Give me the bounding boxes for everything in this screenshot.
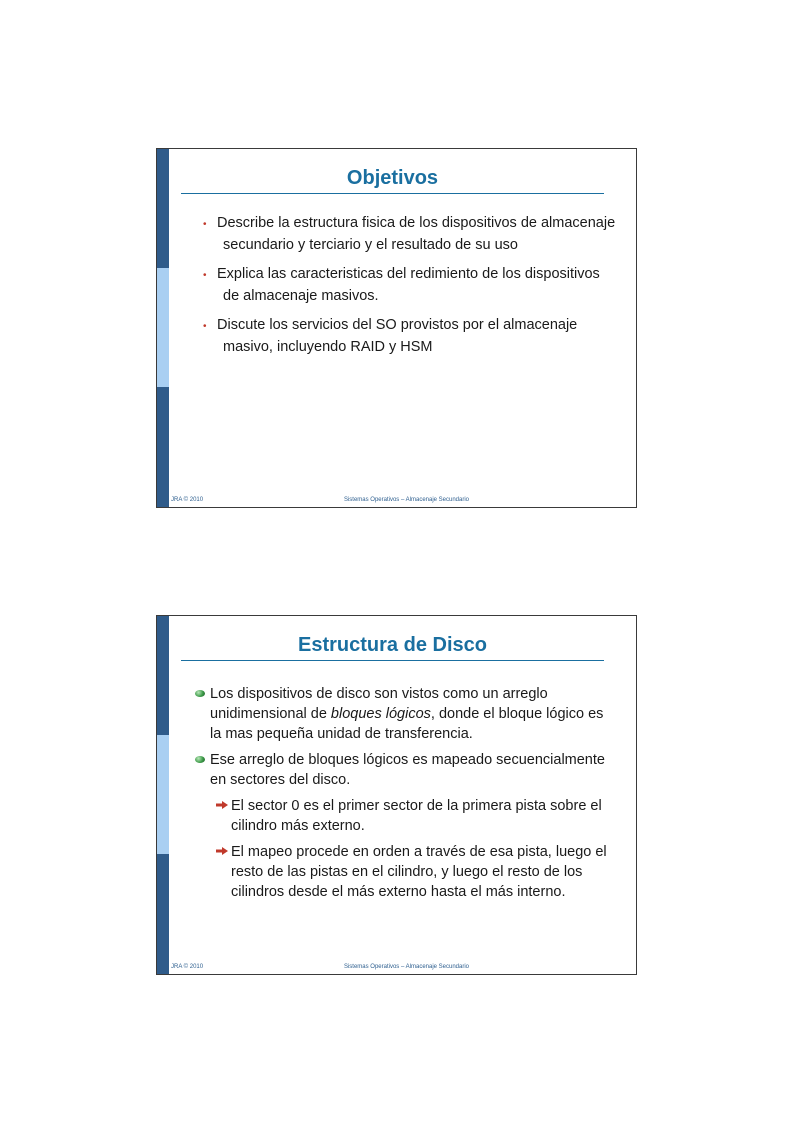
side-stripe	[157, 616, 169, 974]
list-item: • Discute los servicios del SO provistos por el almacenaje masivo, incluyendo RAID y HSM	[203, 317, 578, 355]
list-item: • Describe la estructura fisica de los dispositivos de almacenaje secundario y terciario y el resultado de su uso	[203, 215, 616, 253]
footer-copyright: JRA © 2010	[171, 497, 204, 503]
list-item: • Explica las caracteristicas del redimiento de los dispositivos de almacenaje masivos.	[203, 266, 600, 304]
bullet-list	[195, 684, 618, 908]
red-dot-bullet-icon: •	[203, 219, 207, 230]
red-dot-bullet-icon: •	[203, 270, 207, 281]
list-item: Los dispositivos de disco son vistos como un arreglo unidimensional de bloques lógicos, donde el bloque lógico es la mas pequeña unidad de transferencia.	[195, 684, 618, 744]
slide-estructura-de-disco	[156, 615, 637, 975]
slide-title: Objetivos	[181, 163, 604, 194]
list-item: El mapeo procede en orden a través de esa pista, luego el resto de las pistas en el cilindro, y luego el resto de los cilindros desde el más externo hasta el más interno.	[210, 842, 618, 902]
bullet-list	[203, 213, 618, 366]
green-oval-bullet-icon	[195, 690, 205, 697]
red-arrow-bullet-icon	[216, 847, 228, 855]
footer-course: Sistemas Operativos – Almacenaje Secundario	[343, 497, 470, 503]
red-arrow-bullet-icon	[216, 801, 228, 809]
slide-objetivos	[156, 148, 637, 508]
green-oval-bullet-icon	[195, 756, 205, 763]
sub-bullet-list	[210, 796, 618, 902]
slide-title: Estructura de Disco	[181, 630, 604, 661]
side-stripe	[157, 149, 169, 507]
red-dot-bullet-icon: •	[203, 321, 207, 332]
list-item: El sector 0 es el primer sector de la primera pista sobre el cilindro más externo.	[210, 796, 618, 836]
list-item: Ese arreglo de bloques lógicos es mapeado secuencialmente en sectores del disco. El sector 0 es el primer sector de la primera pista sobre el cilindro más externo. El mapeo procede en orden a través de esa pista, luego el resto de las pistas en el cilindro, y luego el resto de los cilindros desde el más externo hasta el más interno.	[195, 750, 618, 902]
footer-course: Sistemas Operativos – Almacenaje Secundario	[343, 964, 470, 970]
footer-copyright: JRA © 2010	[171, 964, 204, 970]
